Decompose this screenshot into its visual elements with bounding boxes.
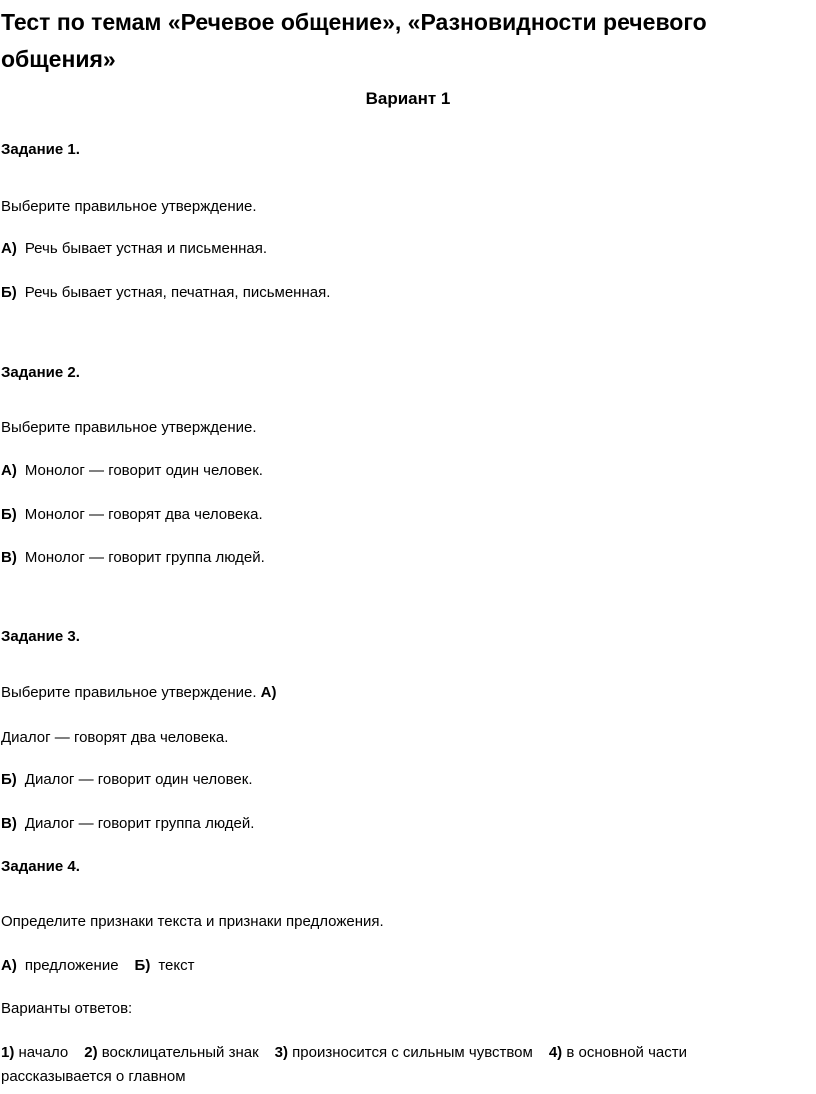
option-text: Монолог — говорят два человека. — [24, 506, 263, 523]
task-1-option-a — [1, 240, 267, 258]
option-marker: В) — [1, 815, 17, 832]
answer-marker: 4) — [548, 1044, 563, 1061]
option-marker: А) — [260, 684, 277, 701]
document-title: Тест по темам «Речевое общение», «Разновидности речевого общения» — [1, 9, 707, 72]
task-3-option-b — [1, 771, 253, 789]
answer-marker: 1) — [1, 1044, 15, 1061]
prompt-text: Выберите правильное утверждение. — [1, 684, 257, 701]
answer-marker: 3) — [274, 1044, 288, 1061]
choice-text: текст — [158, 957, 195, 974]
option-marker: А) — [1, 240, 17, 257]
option-text: Речь бывает устная и письменная. — [24, 240, 268, 257]
task-2-option-c — [1, 549, 265, 567]
option-marker: В) — [1, 549, 17, 566]
choice-marker: Б) — [134, 957, 151, 974]
option-marker: Б) — [1, 284, 17, 301]
choice-text: предложение — [24, 957, 119, 974]
option-text: Диалог — говорит один человек. — [24, 771, 253, 788]
task-3-option-c — [1, 815, 254, 833]
option-text: Речь бывает устная, печатная, письменная. — [24, 284, 331, 301]
answers-continuation: рассказывается о главном — [1, 1068, 186, 1085]
variant-heading: Вариант 1 — [365, 89, 451, 108]
task-2-prompt: Выберите правильное утверждение. — [1, 419, 257, 436]
answer-marker: 2) — [84, 1044, 98, 1061]
option-marker: Б) — [1, 771, 17, 788]
answers-row — [1, 1044, 687, 1062]
task-4-heading: Задание 4. — [1, 858, 80, 875]
task-1-prompt: Выберите правильное утверждение. — [1, 198, 257, 215]
option-marker: А) — [1, 462, 17, 479]
answer-text: восклицательный знак — [101, 1044, 259, 1061]
answer-text: в основной части — [566, 1044, 688, 1061]
task-2-option-a — [1, 462, 263, 480]
answer-text: начало — [18, 1044, 69, 1061]
answer-text: произносится с сильным чувством — [292, 1044, 533, 1061]
option-text: Монолог — говорит группа людей. — [24, 549, 265, 566]
task-4-choices — [1, 957, 194, 975]
task-3-heading: Задание 3. — [1, 628, 80, 645]
choice-marker: А) — [1, 957, 17, 974]
option-text: Диалог — говорит группа людей. — [24, 815, 255, 832]
task-2-heading: Задание 2. — [1, 364, 80, 381]
option-marker: Б) — [1, 506, 17, 523]
answers-label: Варианты ответов: — [1, 1000, 133, 1017]
task-3-prompt — [1, 684, 277, 702]
task-1-option-b — [1, 284, 330, 302]
task-4-prompt: Определите признаки текста и признаки предложения. — [1, 913, 384, 930]
option-text: Монолог — говорит один человек. — [24, 462, 263, 479]
task-2-option-b — [1, 506, 263, 524]
task-1-heading: Задание 1. — [1, 141, 80, 158]
task-3-option-a-text: Диалог — говорят два человека. — [1, 729, 229, 746]
